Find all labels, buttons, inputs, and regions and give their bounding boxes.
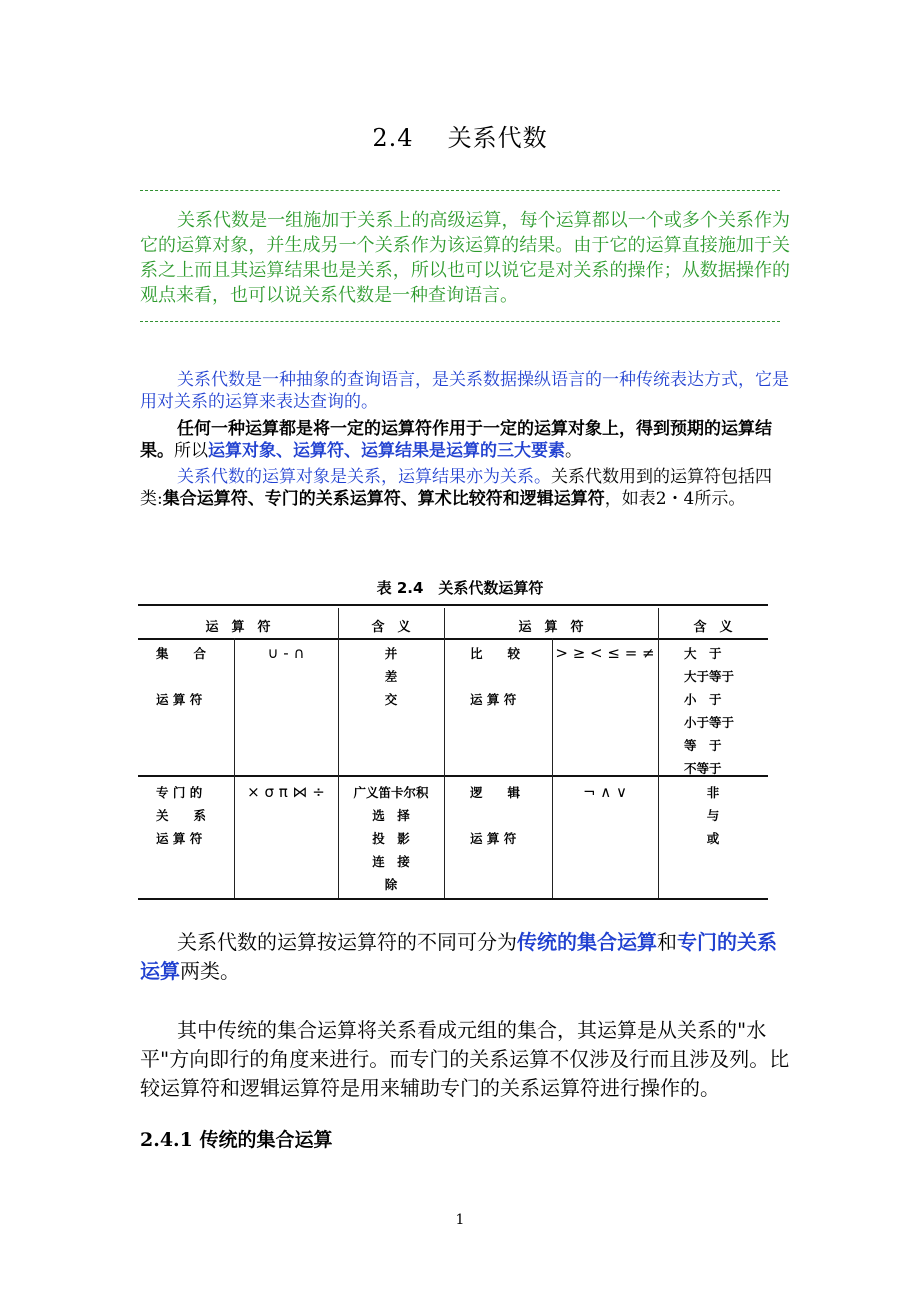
paragraph-4 — [140, 928, 790, 986]
table-vline-3 — [444, 608, 445, 898]
p3-text-d: ，如表2・4所示。 — [604, 489, 746, 509]
table-rule-bottom — [138, 898, 768, 900]
divider-bottom — [140, 321, 780, 322]
p3-text-b: 关系代数用到的运算符包括四类: — [140, 467, 772, 509]
title-text: 关系代数 — [447, 124, 548, 152]
paragraph-1: 关系代数是一种抽象的查询语言，是关系数据操纵语言的一种传统表达方式，它是用对关系的运算来表达查询的。 — [140, 370, 789, 412]
relational-category: 专 门 的 关 系 运 算 符 — [156, 785, 207, 846]
paragraph-3 — [140, 466, 790, 510]
operator-table — [138, 604, 768, 900]
intro-paragraph: 关系代数是一组施加于关系上的高级运算，每个运算都以一个或多个关系作为它的运算对象，并生成另一个关系作为该运算的结果。由于它的运算直接施加于关系之上而且其运算结果也是关系，所以也可以说它是对关系的操作；从数据操作的观点来看，也可以说关系代数是一种查询语言。 — [140, 210, 790, 306]
table-vline-5 — [658, 608, 659, 898]
table-vline-4 — [552, 638, 553, 898]
table-rule-top — [138, 604, 768, 606]
p4-relational-ops: 专门的关系运算 — [140, 930, 777, 983]
set-symbols: ∪ - ∩ — [267, 644, 305, 662]
header-meaning-left: 含 义 — [371, 620, 411, 635]
table-rule-header — [138, 638, 768, 640]
p2-text-a: 任何一种运算都是将一定的运算符作用于一定的运算对象上，得到预期的运算结果。 — [140, 419, 772, 461]
p4-text-e: 两类。 — [180, 959, 240, 983]
page-title — [0, 118, 920, 153]
compare-category: 比 较 运 算 符 — [470, 646, 521, 707]
title-number: 2.4 — [372, 124, 414, 152]
header-operator-right: 运 算 符 — [518, 620, 584, 635]
table-vline-1 — [234, 638, 235, 898]
compare-meanings: 大 于 大于等于 小 于 小于等于 等 于 不等于 — [684, 646, 735, 776]
table-rule-middle — [138, 775, 768, 777]
logic-symbols: ¬ ∧ ∨ — [582, 783, 628, 801]
table-caption: 表 2.4 关系代数运算符 — [376, 579, 544, 597]
set-category: 集 合 运 算 符 — [156, 646, 207, 707]
p4-set-ops: 传统的集合运算 — [517, 930, 657, 954]
compare-symbols: > ≥ < ≤ = ≠ — [555, 644, 655, 662]
p2-text-d: 。 — [565, 441, 582, 461]
p3-text-a: 关系代数的运算对象是关系，运算结果亦为关系。 — [177, 467, 551, 487]
p2-emphasis: 运算对象、运算符、运算结果是运算的三大要素 — [208, 441, 565, 461]
p3-emphasis: 集合运算符、专门的关系运算符、算术比较符和逻辑运算符 — [162, 489, 605, 509]
set-meanings: 并 差 交 — [384, 646, 398, 707]
logic-category: 逻 辑 运 算 符 — [470, 785, 521, 846]
header-operator-left: 运 算 符 — [205, 620, 271, 635]
section-heading: 2.4.1 传统的集合运算 — [140, 1129, 333, 1151]
p4-text-c: 和 — [657, 930, 677, 954]
page-number: 1 — [455, 1212, 465, 1228]
p4-text-a: 关系代数的运算按运算符的不同可分为 — [177, 930, 517, 954]
relational-symbols: × σ π ⋈ ÷ — [247, 783, 325, 801]
p2-text-b: 所以 — [174, 441, 208, 461]
paragraph-5: 其中传统的集合运算将关系看成元组的集合，其运算是从关系的"水平"方向即行的角度来进行。而专门的关系运算不仅涉及行而且涉及列。比较运算符和逻辑运算符是用来辅助专门的关系运算符进行操作的。 — [140, 1018, 790, 1100]
divider-top — [140, 190, 780, 191]
logic-meanings: 非 与 或 — [706, 785, 720, 846]
paragraph-2 — [140, 418, 790, 462]
relational-meanings: 广义笛卡尔积 选 择 投 影 连 接 除 — [353, 785, 429, 892]
header-meaning-right: 含 义 — [693, 620, 733, 635]
